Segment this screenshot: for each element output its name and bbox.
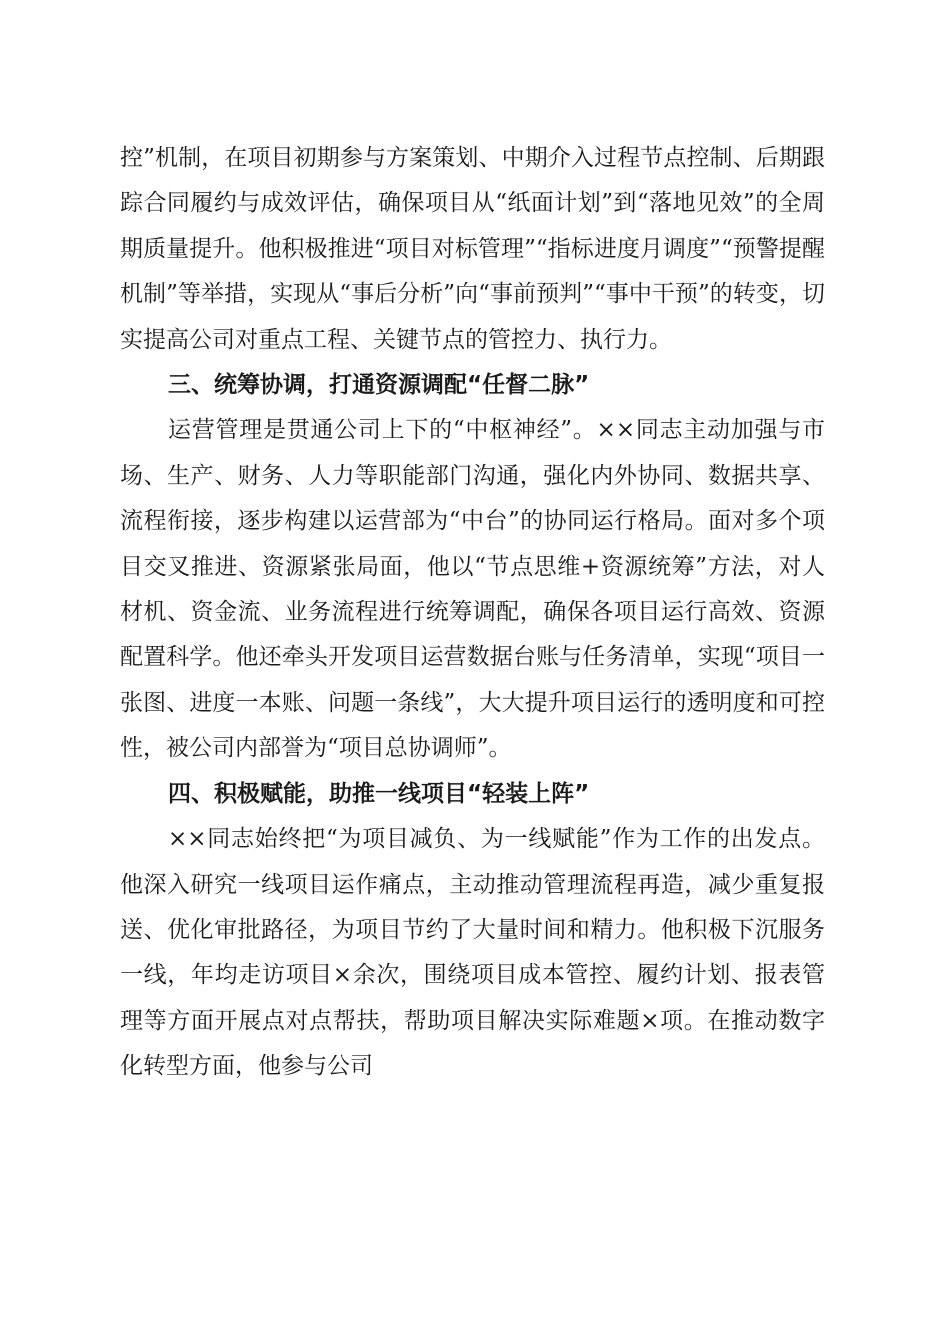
section-heading-3: 三、统筹协调，打通资源调配“任督二脉” (168, 372, 590, 399)
paragraph-section-4: ××同志始终把“为项目减负、为一线赋能”作为工作的出发点。他深入研究一线项目运作痛点，主动推动管理流程再造，减少重复报送、优化审批路径，为项目节约了大量时间和精力。他积极下沉服务一线，年均走访项目×余次，围绕项目成本管控、履约计划、报表管理等方面开展点对点帮扶，帮助项目解决实际难题×项。在推动数字化转型方面，他参与公司 (120, 826, 825, 1080)
paragraph-continuation: 控”机制，在项目初期参与方案策划、中期介入过程节点控制、后期跟踪合同履约与成效评估，确保项目从“纸面计划”到“落地见效”的全周期质量提升。他积极推进“项目对标管理”“指标进度月调度”“预警提醒机制”等举措，实现从“事后分析”向“事前预判”“事中干预”的转变，切实提高公司对重点工程、关键节点的管控力、执行力。 (120, 145, 825, 353)
section-heading-4: 四、积极赋能，助推一线项目“轻装上阵” (168, 780, 590, 807)
document-body (120, 136, 825, 1090)
paragraph-section-3: 运营管理是贯通公司上下的“中枢神经”。××同志主动加强与市场、生产、财务、人力等职能部门沟通，强化内外协同、数据共享、流程衔接，逐步构建以运营部为“中台”的协同运行格局。面对多个项目交叉推进、资源紧张局面，他以“节点思维+资源统筹”方法，对人材机、资金流、业务流程进行统筹调配，确保各项目运行高效、资源配置科学。他还牵头开发项目运营数据台账与任务清单，实现“项目一张图、进度一本账、问题一条线”，大大提升项目运行的透明度和可控性，被公司内部誉为“项目总协调师”。 (120, 417, 825, 762)
